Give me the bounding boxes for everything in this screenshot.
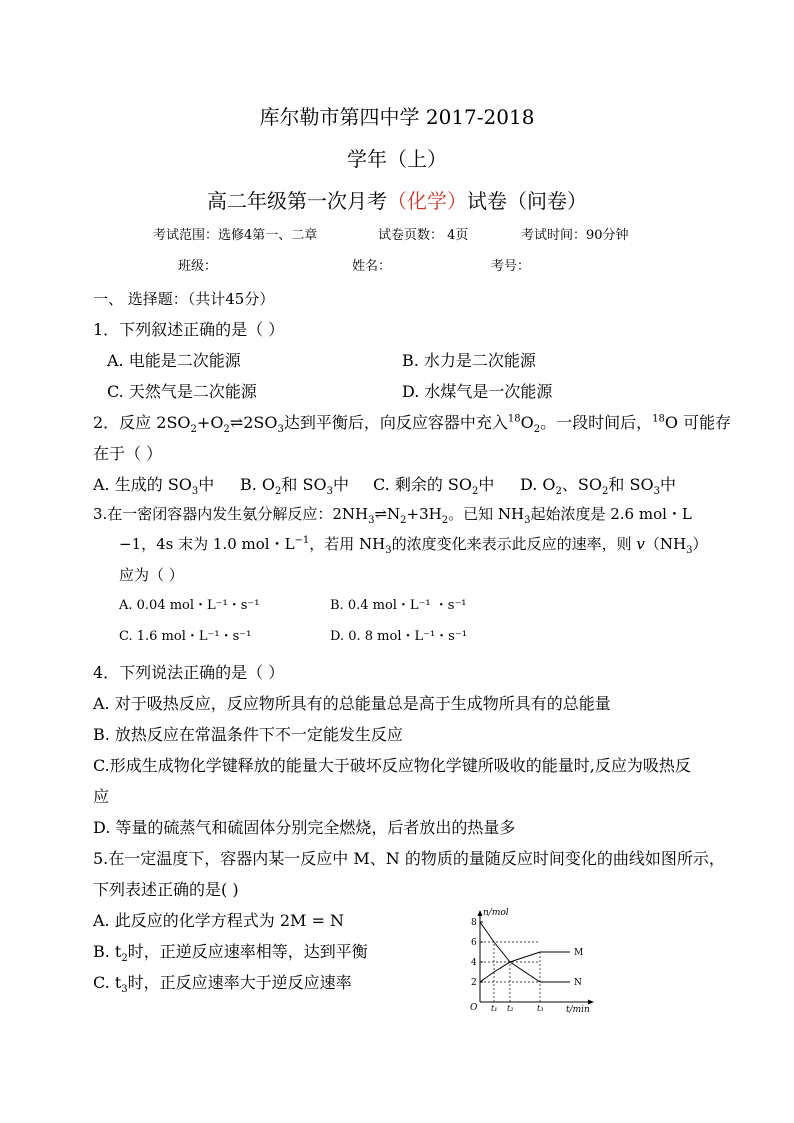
q2-stem	[93, 413, 732, 436]
q2-text: 2．反应 2SO	[93, 413, 191, 432]
q2-text: ⇌2SO	[229, 413, 278, 432]
x-ticks	[491, 1004, 543, 1013]
q5-option-a: A. 此反应的化学方程式为 2M = N	[93, 911, 344, 930]
q4-option-b: B. 放热反应在常温条件下不一定能发生反应	[93, 725, 403, 744]
q5-option-text: B. t	[93, 942, 122, 961]
y-ticks	[471, 918, 483, 988]
subscript: 2	[533, 424, 541, 436]
title-exam-pre: 高二年级第一次月考	[207, 189, 387, 213]
y-tick-label: 6	[471, 938, 477, 948]
q3-stem-line3: 应为（ ）	[119, 566, 184, 584]
y-tick-label: 4	[471, 958, 477, 968]
subscript: 3	[191, 486, 199, 498]
q2-option-text: 、SO	[561, 475, 603, 494]
superscript: 18	[507, 413, 521, 425]
curve-n-label: N	[574, 978, 582, 988]
q5-option-text: 时，正逆反应速率相等，达到平衡	[127, 942, 368, 961]
subscript: 3	[368, 515, 375, 526]
subscript: 2	[121, 953, 128, 965]
number-label: 考号：	[491, 259, 531, 274]
q2-text: O 可能存	[664, 413, 732, 432]
subscript: 3	[686, 545, 693, 556]
q1-option-a: A. 电能是二次能源	[107, 351, 241, 370]
q1-stem: 1．下列叙述正确的是（ ）	[93, 320, 285, 339]
subscript: 3	[277, 424, 284, 436]
q3-text: 3.在一密闭容器内发生氨分解反应：2NH	[93, 505, 369, 523]
subscript: 2	[190, 424, 197, 436]
q2-option-a	[93, 475, 215, 498]
x-axis-arrow	[588, 1000, 594, 1005]
q2-option-c	[373, 475, 495, 498]
title-semester: 学年（上）	[347, 147, 447, 171]
curve-m-label: M	[574, 948, 584, 958]
q5-option-b	[93, 942, 368, 965]
superscript: −1	[294, 535, 310, 546]
q4-option-d: D. 等量的硫蒸气和硫固体分别完全燃烧，后者放出的热量多	[93, 818, 516, 837]
q2-option-text: 中	[478, 475, 495, 494]
q3-option-b: B. 0.4 mol・L⁻¹ ・s⁻¹	[330, 598, 467, 613]
subscript: 3	[326, 486, 333, 498]
y-axis-arrow	[478, 910, 483, 916]
q5-stem-line2: 下列表述正确的是( )	[93, 880, 239, 899]
q2-option-text: A. 生成的 SO	[93, 475, 192, 494]
q2-option-text: 和 SO	[281, 475, 327, 494]
exam-time: 考试时间：90分钟	[521, 228, 629, 243]
subscript: 2	[602, 486, 609, 498]
q4-option-c-line2: 应	[93, 787, 110, 806]
q3-text: 的浓度变化来表示此反应的速率，则	[391, 535, 637, 553]
exam-scope: 考试范围：选修4第一、二章	[153, 228, 318, 243]
q5-option-text: C. t	[93, 973, 122, 992]
q2-option-text: 中	[198, 475, 215, 494]
guide-lines	[480, 942, 540, 1002]
q2-option-d	[520, 475, 676, 498]
subscript: 2	[400, 515, 407, 526]
subscript: 2	[275, 486, 282, 498]
x-tick-label: t₃	[537, 1004, 544, 1013]
title-exam	[0, 188, 794, 214]
q1-option-d: D. 水煤气是一次能源	[402, 382, 553, 401]
q3-text: （NH	[644, 535, 687, 553]
q2-option-text: 中	[659, 475, 676, 494]
superscript: 18	[652, 413, 665, 425]
subscript: 2	[223, 424, 230, 436]
subscript: 3	[524, 515, 531, 526]
q2-option-b	[240, 475, 349, 498]
q2-text: O	[520, 413, 534, 432]
subscript: 3	[121, 984, 128, 996]
q2-option-text: C. 剩余的 SO	[373, 475, 473, 494]
q5-graph	[458, 904, 608, 1014]
q3-stem-line2	[119, 534, 708, 554]
q2-option-text: D. O	[520, 475, 556, 494]
section-heading: 一、 选择题：（共计45分）	[93, 290, 275, 308]
x-axis-label: t/min	[566, 1005, 590, 1014]
q3-text: 。已知 NH	[448, 505, 525, 523]
q1-option-c: C. 天然气是二次能源	[107, 382, 257, 401]
q3-text: ⇌N	[374, 505, 401, 523]
q5-stem: 5.在一定温度下，容器内某一反应中 M、N 的物质的量随反应时间变化的曲线如图所示，	[93, 849, 725, 868]
q5-option-text: 时，正反应速率大于逆反应速率	[127, 973, 352, 992]
y-axis-label: n/mol	[483, 908, 509, 918]
q3-option-d: D. 0. 8 mol・L⁻¹・s⁻¹	[330, 629, 467, 644]
curve-m	[480, 952, 570, 982]
q4-option-a: A. 对于吸热反应，反应物所具有的总能量总是高于生成物所具有的总能量	[93, 694, 611, 713]
q2-text: 达到平衡后，向反应容器中充入	[283, 413, 508, 432]
q2-option-text: B. O	[240, 475, 276, 494]
y-tick-label: 2	[471, 978, 477, 988]
q3-velocity-symbol: v	[636, 535, 645, 553]
title-exam-post: 试卷（问卷）	[467, 189, 587, 213]
q3-text: ）	[692, 535, 708, 553]
subscript: 3	[385, 545, 392, 556]
q3-text: −1，4s 末为 1.0 mol・L	[119, 535, 295, 553]
q1-option-b: B. 水力是二次能源	[402, 351, 536, 370]
q5-option-c	[93, 973, 352, 996]
name-label: 姓名：	[352, 259, 392, 274]
subscript: 2	[472, 486, 479, 498]
y-tick-label: 8	[471, 918, 477, 928]
x-tick-label: t₁	[491, 1004, 498, 1013]
q3-text: +3H	[406, 505, 442, 523]
exam-pages: 试卷页数： 4页	[378, 228, 469, 243]
q3-stem	[93, 504, 692, 524]
origin-label: O	[470, 1003, 478, 1013]
title-school: 库尔勒市第四中学 2017-2018	[259, 105, 535, 129]
q3-option-c: C. 1.6 mol・L⁻¹・s⁻¹	[119, 629, 252, 644]
subscript: 2	[441, 515, 449, 526]
q4-stem: 4．下列说法正确的是（ ）	[93, 663, 285, 682]
q2-text: +O	[196, 413, 224, 432]
q3-text: 起始浓度是 2.6 mol・L	[530, 505, 692, 523]
subscript: 3	[653, 486, 660, 498]
q2-stem-line2: 在于（ ）	[93, 444, 163, 463]
q2-option-text: 中	[332, 475, 349, 494]
subscript: 2	[555, 486, 562, 498]
q4-option-c: C.形成生成物化学键释放的能量大于破坏反应物化学键所吸收的能量时,反应为吸热反	[93, 756, 691, 775]
x-tick-label: t₂	[507, 1004, 514, 1013]
class-label: 班级：	[178, 259, 218, 274]
q3-option-a: A. 0.04 mol・L⁻¹・s⁻¹	[119, 598, 260, 613]
q3-text: ，若用 NH	[309, 535, 386, 553]
title-subject: （化学）	[387, 189, 467, 213]
q2-text: 。一段时间后，	[540, 413, 653, 432]
q2-option-text: 和 SO	[608, 475, 654, 494]
